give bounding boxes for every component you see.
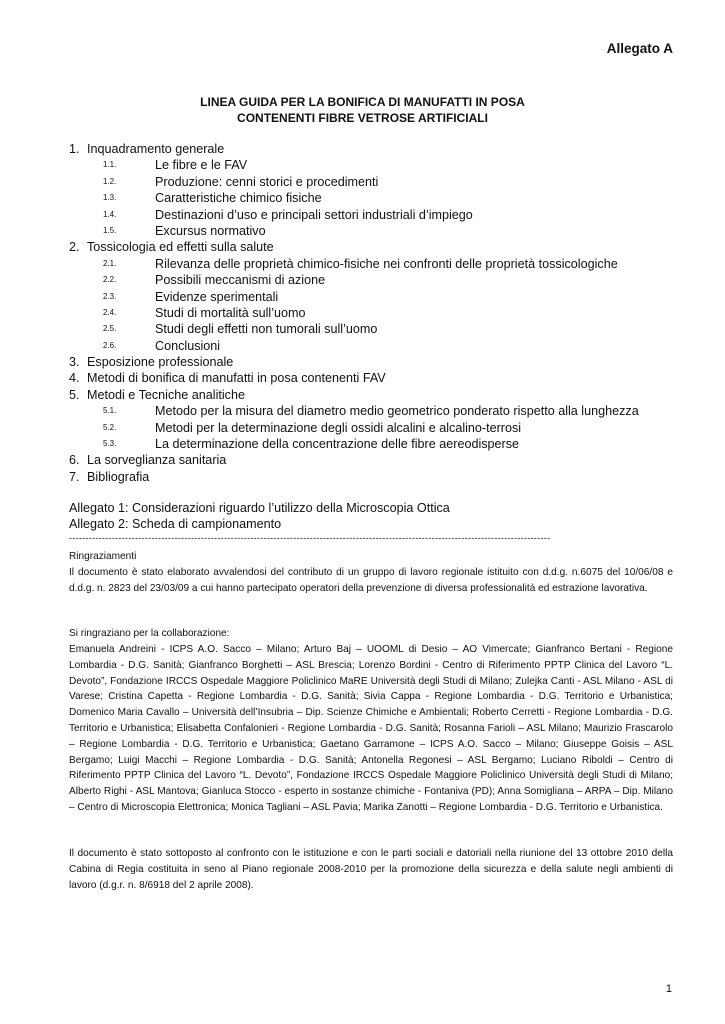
toc-section: [69, 141, 689, 157]
toc-text: Esposizione professionale: [87, 355, 234, 370]
toc-subsection: [69, 403, 689, 419]
toc-text: Studi di mortalità sull’uomo: [155, 305, 306, 320]
toc-text: Metodi di bonifica di manufatti in posa contenenti FAV: [87, 371, 386, 386]
title-line-1: LINEA GUIDA PER LA BONIFICA DI MANUFATTI IN POSA: [200, 95, 525, 109]
toc-number: 1.2.: [103, 176, 117, 186]
toc-text: Tossicologia ed effetti sulla salute: [87, 240, 274, 255]
toc-section: [69, 370, 689, 386]
toc-text: Possibili meccanismi di azione: [155, 273, 326, 288]
toc-number: 1.: [69, 142, 80, 156]
table-of-contents: [69, 141, 689, 485]
toc-number: 2.4.: [103, 307, 117, 317]
ringraziamenti-body: Il documento è stato elaborato avvalendosi del contributo di un gruppo di lavoro regionale istituito con d.d.g. n.6075 del 10/06/08 e d.d.g. n. 2823 del 23/03/09 a cui hanno partecipato operatori della prevenzione di diversa professionalità ed estrazione lavorativa.: [69, 567, 673, 594]
toc-subsection: [69, 338, 689, 354]
toc-section: [69, 452, 689, 468]
toc-text: Excursus normativo: [155, 223, 266, 238]
toc-number: 2.1.: [103, 258, 117, 268]
toc-number: 6.: [69, 453, 80, 468]
toc-number: 2.5.: [103, 324, 117, 334]
toc-text: Metodo per la misura del diametro medio geometrico ponderato rispetto alla lunghezza: [155, 404, 639, 419]
toc-text: Conclusioni: [155, 338, 221, 353]
toc-section: [69, 469, 689, 485]
toc-number: 1.1.: [103, 160, 117, 170]
toc-number: 5.2.: [103, 422, 117, 432]
toc-section: [69, 354, 689, 370]
toc-text: Rilevanza delle proprietà chimico-fisiche nei confronti delle proprietà tossicologiche: [155, 256, 618, 271]
toc-text: Bibliografia: [87, 469, 150, 484]
toc-section: [69, 239, 689, 255]
toc-text: Metodi per la determinazione degli ossidi alcalini e alcalino-terrosi: [155, 420, 522, 435]
allegato-2: Allegato 2: Scheda di campionamento: [69, 517, 282, 532]
allegati-list: [69, 500, 450, 533]
toc-subsection: [69, 272, 689, 288]
toc-text: Produzione: cenni storici e procedimenti: [155, 174, 379, 189]
allegato-label: Allegato A: [606, 41, 673, 56]
toc-number: 2.2.: [103, 275, 117, 285]
toc-subsection: [69, 256, 689, 272]
toc-number: 2.6.: [103, 340, 117, 350]
collaborazione-body: Emanuela Andreini - ICPS A.O. Sacco – Milano; Arturo Baj – UOOML di Desio – AO Vimercate; Gianfranco Bertani - Regione Lombardia - D.G. Sanità; Gianfranco Borghetti – ASL Brescia; Lorenzo Bordini - Centro di Riferimento PPTP Clinica del Lavoro “L. Devoto”, Fondazione IRCCS Ospedale Maggiore Policlinico MaRE Università degli Studi di Milano; Zulejka Canti - ASL Milano - ASL di Varese; Cristina Capetta - Regione Lombardia - D.G. Sanità; Sivia Cappa - Regione Lombardia - D.G. Territorio e Urbanistica; Domenico Maria Cavallo – Università dell’Insubria – Dip. Scienze Chimiche e Ambientali; Roberto Cerretti - Regione Lombardia - D.G. Territorio e Urbanistica; Elisabetta Confalonieri - Regione Lombardia - D.G. Sanità; Rosanna Farioli – ASL Milano; Maurizio Frascarolo – Regione Lombardia - D.G. Territorio e Urbanistica; Gaetano Garramone – ICPS A.O. Sacco – Milano; Giuseppe Goisis – ASL Bergamo; Luigi Macchi – Regione Lombardia - D.G. Sanità; Antonella Regonesi – ASL Bergamo; Luciano Riboldi – Centro di Riferimento PPTP Clinica del Lavoro “L. Devoto”, Fondazione IRCCS Ospedale Maggiore Policlinico Università degli Studi di Milano; Alberto Righi - ASL Mantova; Gianluca Stocco - esperto in sostanze chimiche - Fontaniva (PD); Anna Somigliana – ARPA – Dip. Milano – Centro di Microscopia Elettronica; Monica Tagliani – ASL Pavia; Marika Zanotti – Regione Lombardia - D.G. Territorio e Urbanistica.: [69, 644, 673, 813]
toc-number: 5.: [69, 387, 80, 402]
toc-text: La sorveglianza sanitaria: [87, 453, 227, 468]
toc-number: 2.: [69, 240, 80, 255]
toc-number: 5.1.: [103, 406, 117, 416]
toc-number: 5.3.: [103, 439, 117, 449]
toc-text: Destinazioni d’uso e principali settori industriali d’impiego: [155, 207, 473, 222]
toc-text: Inquadramento generale: [87, 142, 225, 156]
toc-subsection: [69, 223, 689, 239]
toc-section: [69, 387, 689, 403]
title-line-2: CONTENENTI FIBRE VETROSE ARTIFICIALI: [237, 111, 488, 125]
toc-subsection: [69, 305, 689, 321]
toc-number: 1.4.: [103, 209, 117, 219]
toc-subsection: [69, 321, 689, 337]
toc-subsection: [69, 157, 689, 173]
toc-number: 4.: [69, 371, 80, 386]
toc-subsection: [69, 174, 689, 190]
toc-text: Caratteristiche chimico fisiche: [155, 191, 322, 206]
allegato-1: Allegato 1: Considerazioni riguardo l’utilizzo della Microscopia Ottica: [69, 501, 450, 515]
toc-subsection: [69, 420, 689, 436]
toc-text: Le fibre e le FAV: [155, 158, 248, 173]
page-number: 1: [665, 983, 672, 995]
toc-text: Studi degli effetti non tumorali sull’uomo: [155, 322, 378, 337]
final-note: Il documento è stato sottoposto al confronto con le istituzione e con le parti sociali e datoriali nella riunione del 13 ottobre 2010 della Cabina di Regia costituita in seno al Piano regionale 2008-2010 per la promozione della sicurezza e della salute negli ambienti di lavoro (d.g.r. n. 8/6918 del 2 aprile 2008).: [69, 848, 673, 891]
ringraziamenti-heading: Ringraziamenti: [69, 551, 137, 562]
toc-subsection: [69, 190, 689, 206]
toc-subsection: [69, 289, 689, 305]
toc-number: 1.5.: [103, 225, 117, 235]
toc-text: Metodi e Tecniche analitiche: [87, 387, 245, 402]
toc-number: 1.3.: [103, 193, 117, 203]
toc-text: La determinazione della concentrazione delle fibre aereodisperse: [155, 437, 520, 452]
toc-subsection: [69, 207, 689, 223]
toc-subsection: [69, 436, 689, 452]
toc-number: 2.3.: [103, 291, 117, 301]
toc-text: Evidenze sperimentali: [155, 289, 279, 304]
toc-number: 3.: [69, 355, 80, 370]
toc-number: 7.: [69, 469, 80, 484]
separator-line: --------------------------------------------------------------------------------------------------------------------------------------------------: [69, 533, 551, 543]
collaborazione-heading: Si ringraziano per la collaborazione:: [69, 628, 230, 639]
document-title: [0, 94, 725, 126]
